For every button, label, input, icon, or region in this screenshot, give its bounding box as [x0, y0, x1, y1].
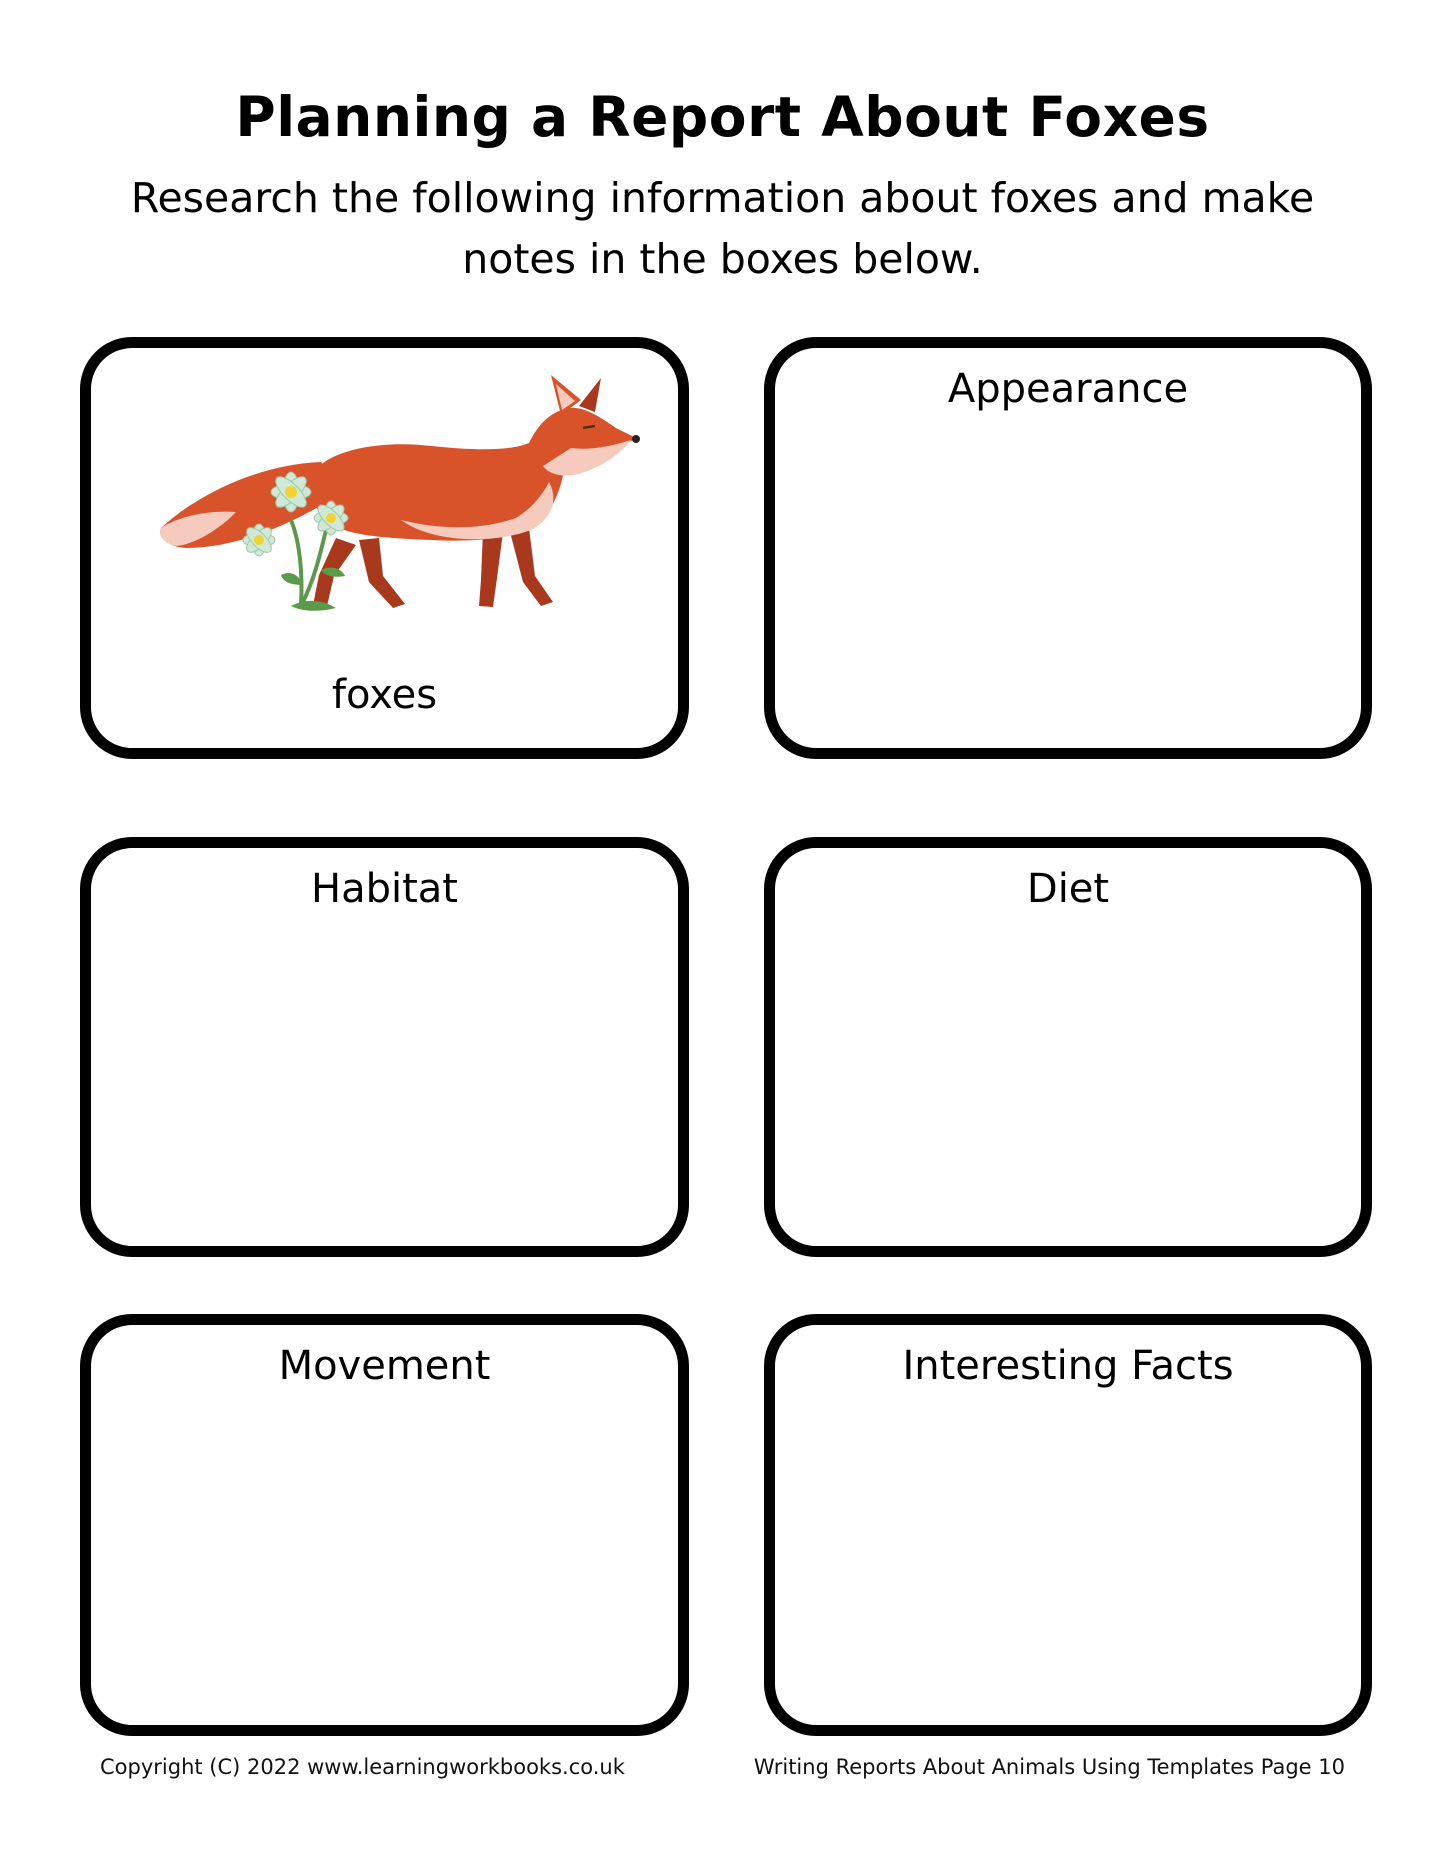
habitat-label: Habitat — [311, 866, 458, 912]
appearance-notes-box[interactable] — [764, 337, 1372, 759]
page-title: Planning a Report About Foxes — [235, 85, 1210, 149]
diet-notes-box[interactable] — [764, 837, 1372, 1257]
interesting-facts-notes-box[interactable] — [764, 1314, 1372, 1736]
movement-notes-box[interactable] — [80, 1314, 689, 1736]
fox-with-daisies-illustration — [131, 370, 651, 640]
diet-label: Diet — [1026, 866, 1110, 912]
interesting-facts-label: Interesting Facts — [902, 1343, 1234, 1389]
fox-caption: foxes — [331, 672, 438, 718]
appearance-label: Appearance — [947, 366, 1189, 412]
movement-label: Movement — [278, 1343, 491, 1389]
copyright-footer: Copyright (C) 2022 www.learningworkbooks.co.uk — [100, 1755, 625, 1779]
habitat-notes-box[interactable] — [80, 837, 689, 1257]
page-instructions: Research the following information about foxes and make notes in the boxes below. — [130, 174, 1315, 283]
page-info-footer: Writing Reports About Animals Using Templates Page 10 — [753, 1755, 1345, 1779]
fox-picture-box — [80, 337, 689, 759]
